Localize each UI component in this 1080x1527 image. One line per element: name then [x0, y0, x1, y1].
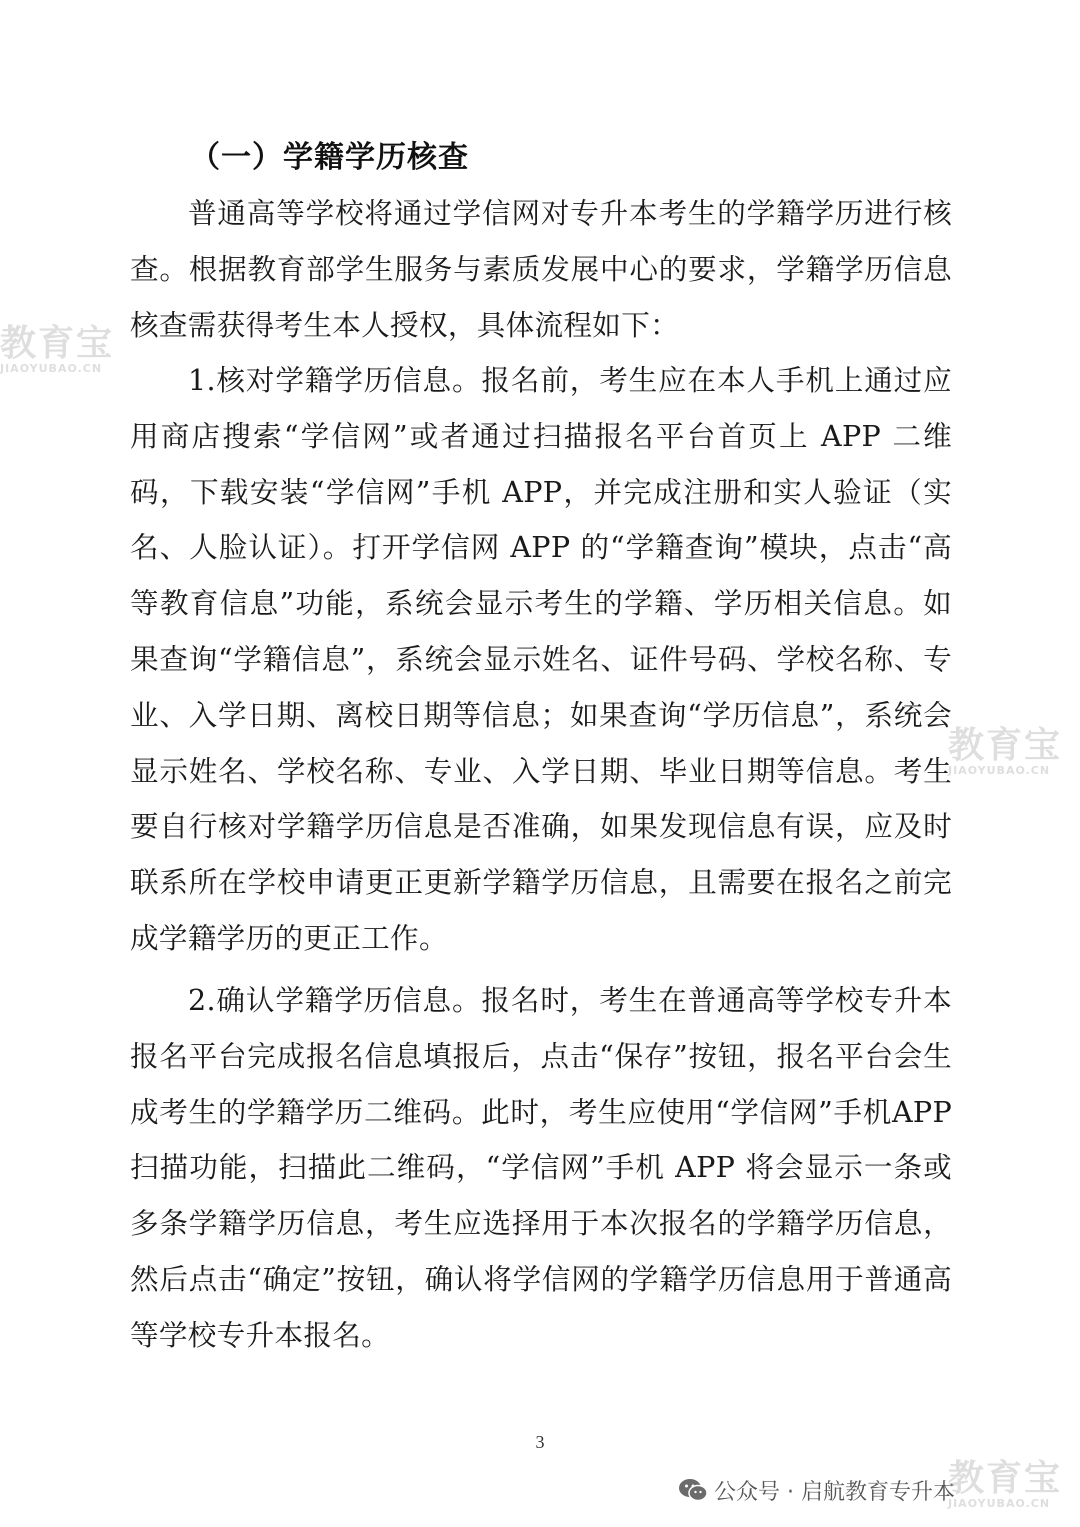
paragraph-step-2: 2.确认学籍学历信息。报名时，考生在普通高等学校专升本报名平台完成报名信息填报后，点击“保存”按钮，报名平台会生成考生的学籍学历二维码。此时，考生应使用“学信网”手机APP 扫描功能，扫描此二维码，“学信网”手机 APP 将会显示一条或多条学籍学历信息，考生应选择用于本次报名的学籍学历信息，然后点击“确定”按钮，确认将学信网的学籍学历信息用于普通高等学校专升本报名。	[130, 983, 952, 1352]
watermark-right	[948, 727, 1062, 777]
footer-credit[interactable]	[678, 1472, 955, 1508]
watermark-brand: 教育宝	[948, 725, 1063, 766]
watermark-bottom	[948, 1460, 1062, 1510]
wechat-icon	[678, 1477, 708, 1503]
footer-credit-text: 公众号 · 启航教育专升本	[714, 1479, 955, 1505]
watermark-domain: JIAOYUBAO.CN	[948, 1497, 1051, 1510]
section-heading: （一）学籍学历核查	[190, 140, 469, 175]
watermark-domain: JIAOYUBAO.CN	[0, 362, 103, 375]
paragraph-step-1: 1.核对学籍学历信息。报名前，考生应在本人手机上通过应用商店搜索“学信网”或者通过扫描报名平台首页上 APP 二维码，下载安装“学信网”手机 APP，并完成注册和实人验证（实名、人脸认证）。打开学信网 APP 的“学籍查询”模块，点击“高等教育信息”功能，系统会显示考生的学籍、学历相关信息。如果查询“学籍信息”，系统会显示姓名、证件号码、学校名称、专业、入学日期、离校日期等信息；如果查询“学历信息”，系统会显示姓名、学校名称、专业、入学日期、毕业日期等信息。考生要自行核对学籍学历信息是否准确，如果发现信息有误，应及时联系所在学校申请更正更新学籍学历信息，且需要在报名之前完成学籍学历的更正工作。	[130, 363, 952, 955]
watermark-brand: 教育宝	[948, 1458, 1063, 1499]
page-number: 3	[535, 1432, 545, 1452]
watermark-brand: 教育宝	[0, 323, 115, 364]
paragraph-intro: 普通高等学校将通过学信网对专升本考生的学籍学历进行核查。根据教育部学生服务与素质发展中心的要求，学籍学历信息核查需获得考生本人授权，具体流程如下：	[130, 196, 952, 342]
watermark-domain: JIAOYUBAO.CN	[948, 764, 1051, 777]
watermark-left	[0, 325, 114, 375]
